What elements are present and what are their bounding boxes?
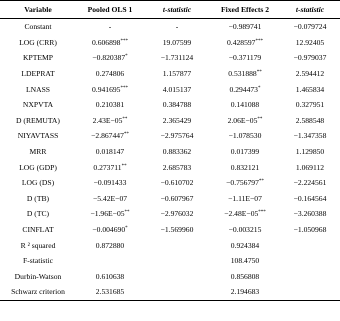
fixed-effects-coefficient-value: 108.4750	[230, 256, 260, 266]
variable-name	[0, 269, 76, 285]
pooled-ols-coefficient-value: −5.42E−07	[92, 193, 128, 203]
pooled-ols-t-statistic-value: −2.976032	[160, 209, 194, 219]
fixed-effects-t-statistic	[280, 97, 340, 113]
pooled-ols-coefficient-value: 2.531685	[95, 287, 125, 297]
pooled-ols-coefficient	[76, 284, 144, 300]
table-row	[0, 222, 340, 238]
fixed-effects-coefficient	[210, 113, 280, 129]
fixed-effects-coefficient	[210, 81, 280, 97]
variable-name-value: D (REMUTA)	[16, 115, 60, 125]
pooled-ols-coefficient-value: −1.96E−05	[90, 209, 125, 219]
variable-name	[0, 113, 76, 129]
pooled-ols-coefficient-value: 0.274806	[95, 69, 125, 79]
variable-name	[0, 66, 76, 82]
variable-name	[0, 237, 76, 253]
fixed-effects-t-statistic-value: −0.979037	[293, 53, 327, 63]
fixed-effects-coefficient	[210, 97, 280, 113]
significance-stars: **	[257, 116, 263, 122]
fixed-effects-coefficient-value: 0.856808	[230, 271, 260, 281]
fixed-effects-coefficient	[210, 237, 280, 253]
pooled-ols-coefficient	[76, 128, 144, 144]
pooled-ols-coefficient	[76, 222, 144, 238]
pooled-ols-coefficient-value: 2.43E−05	[92, 115, 123, 125]
pooled-ols-coefficient	[76, 113, 144, 129]
pooled-ols-coefficient-value: 0.273711	[93, 162, 122, 172]
variable-name-value: KPTEMP	[23, 53, 53, 63]
pooled-ols-coefficient	[76, 35, 144, 51]
fixed-effects-t-statistic	[280, 237, 340, 253]
fixed-effects-coefficient-value: −0.989741	[228, 22, 262, 32]
pooled-ols-coefficient-value: -	[108, 22, 112, 32]
pooled-ols-t-statistic	[144, 253, 210, 269]
pooled-ols-coefficient-value: −0.820387	[92, 53, 126, 63]
variable-name	[0, 222, 76, 238]
table-row	[0, 144, 340, 160]
variable-name	[0, 253, 76, 269]
significance-stars: ***	[255, 38, 263, 44]
fixed-effects-t-statistic-value: 1.069112	[295, 162, 325, 172]
fixed-effects-coefficient	[210, 19, 280, 35]
fixed-effects-t-statistic-value: −1.050968	[293, 225, 327, 235]
pooled-ols-t-statistic	[144, 113, 210, 129]
fixed-effects-coefficient	[210, 66, 280, 82]
fixed-effects-t-statistic-value: 0.327951	[295, 100, 325, 110]
pooled-ols-coefficient	[76, 19, 144, 35]
fixed-effects-t-statistic	[280, 284, 340, 300]
fixed-effects-t-statistic-value: 1.129850	[295, 147, 325, 157]
fixed-effects-coefficient-value: −0.003215	[228, 225, 262, 235]
pooled-ols-t-statistic	[144, 206, 210, 222]
significance-stars: **	[258, 179, 264, 185]
fixed-effects-coefficient	[210, 144, 280, 160]
header-row	[0, 1, 340, 19]
significance-stars: **	[123, 132, 129, 138]
table-row	[0, 19, 340, 35]
table-row	[0, 50, 340, 66]
fixed-effects-t-statistic	[280, 269, 340, 285]
variable-name-value: D (TB)	[26, 193, 50, 203]
pooled-ols-t-statistic-value: 0.384788	[162, 100, 192, 110]
pooled-ols-t-statistic	[144, 222, 210, 238]
variable-name-value: D (TC)	[26, 209, 50, 219]
fixed-effects-coefficient	[210, 50, 280, 66]
fixed-effects-coefficient-value: −1.11E−07	[228, 193, 262, 203]
pooled-ols-t-statistic	[144, 50, 210, 66]
variable-name	[0, 19, 76, 35]
pooled-ols-coefficient	[76, 81, 144, 97]
fixed-effects-t-statistic	[280, 19, 340, 35]
pooled-ols-coefficient	[76, 237, 144, 253]
fixed-effects-t-statistic	[280, 66, 340, 82]
pooled-ols-t-statistic	[144, 269, 210, 285]
significance-stars: ***	[120, 85, 128, 91]
pooled-ols-t-statistic	[144, 66, 210, 82]
fixed-effects-t-statistic	[280, 113, 340, 129]
fixed-effects-t-statistic	[280, 144, 340, 160]
variable-name-value: LOG (GDP)	[19, 162, 57, 172]
header-t-statistic-2: t-statistic	[280, 1, 340, 19]
pooled-ols-t-statistic	[144, 284, 210, 300]
fixed-effects-t-statistic	[280, 35, 340, 51]
variable-name	[0, 35, 76, 51]
table-row	[0, 253, 340, 269]
header-fixed-effects: Fixed Effects 2	[210, 1, 280, 19]
pooled-ols-t-statistic	[144, 144, 210, 160]
table-row	[0, 159, 340, 175]
pooled-ols-t-statistic	[144, 191, 210, 207]
significance-stars: *	[125, 54, 128, 60]
pooled-ols-t-statistic	[144, 175, 210, 191]
fixed-effects-coefficient	[210, 159, 280, 175]
variable-name	[0, 284, 76, 300]
pooled-ols-coefficient-value: −0.004690	[92, 225, 126, 235]
pooled-ols-coefficient-value: 0.018147	[95, 147, 125, 157]
table-header	[0, 1, 340, 19]
fixed-effects-t-statistic	[280, 253, 340, 269]
fixed-effects-coefficient	[210, 191, 280, 207]
header-variable: Variable	[0, 1, 76, 19]
fixed-effects-t-statistic	[280, 159, 340, 175]
pooled-ols-t-statistic-value: 19.07599	[162, 37, 192, 47]
pooled-ols-coefficient	[76, 191, 144, 207]
variable-name-value: LNASS	[25, 84, 51, 94]
pooled-ols-coefficient-value: −0.091433	[93, 178, 127, 188]
variable-name	[0, 97, 76, 113]
table-body	[0, 19, 340, 301]
table-row	[0, 175, 340, 191]
pooled-ols-coefficient	[76, 97, 144, 113]
fixed-effects-coefficient-value: 0.531888	[228, 69, 257, 79]
fixed-effects-coefficient	[210, 128, 280, 144]
table-row	[0, 191, 340, 207]
variable-name	[0, 144, 76, 160]
table-row	[0, 35, 340, 51]
variable-name-value: MRR	[29, 147, 47, 157]
fixed-effects-coefficient-value: 0.141088	[230, 100, 260, 110]
pooled-ols-coefficient-value: 0.872880	[95, 240, 125, 250]
pooled-ols-coefficient	[76, 269, 144, 285]
fixed-effects-t-statistic-value: −3.260388	[293, 209, 327, 219]
significance-stars: **	[256, 70, 262, 76]
pooled-ols-t-statistic	[144, 81, 210, 97]
pooled-ols-coefficient-value: 0.941695	[92, 84, 121, 94]
fixed-effects-coefficient-value: 0.294473	[229, 84, 258, 94]
pooled-ols-t-statistic	[144, 237, 210, 253]
fixed-effects-coefficient	[210, 175, 280, 191]
pooled-ols-t-statistic	[144, 19, 210, 35]
header-pooled-ols: Pooled OLS 1	[76, 1, 144, 19]
table-row	[0, 237, 340, 253]
variable-name-value: LDEPRAT	[21, 69, 55, 79]
significance-stars: ***	[258, 210, 266, 216]
fixed-effects-t-statistic-value: 12.92405	[295, 37, 325, 47]
variable-name-value: Durbin-Watson	[14, 271, 62, 281]
fixed-effects-coefficient-value: 0.924384	[230, 240, 260, 250]
variable-name	[0, 50, 76, 66]
fixed-effects-coefficient-value: −1.078530	[228, 131, 262, 141]
pooled-ols-t-statistic-value: 4.015137	[162, 84, 192, 94]
pooled-ols-coefficient	[76, 50, 144, 66]
pooled-ols-coefficient	[76, 253, 144, 269]
fixed-effects-coefficient-value: −0.756797	[226, 178, 259, 188]
fixed-effects-t-statistic-value: 1.465834	[295, 84, 325, 94]
pooled-ols-coefficient-value: 0.606898	[92, 37, 121, 47]
fixed-effects-coefficient-value: −2.48E−05	[224, 209, 259, 219]
fixed-effects-t-statistic-value: −0.079724	[293, 22, 327, 32]
table-row	[0, 284, 340, 300]
significance-stars: *	[257, 85, 261, 91]
variable-name	[0, 159, 76, 175]
pooled-ols-coefficient-value: −2.867447	[91, 131, 124, 141]
variable-name-value: LOG (CRR)	[19, 37, 57, 47]
variable-name-value: Schwarz criterion	[11, 287, 65, 297]
table-row	[0, 81, 340, 97]
fixed-effects-t-statistic	[280, 191, 340, 207]
table-row	[0, 206, 340, 222]
pooled-ols-t-statistic	[144, 128, 210, 144]
fixed-effects-t-statistic	[280, 206, 340, 222]
fixed-effects-coefficient	[210, 222, 280, 238]
pooled-ols-t-statistic-value: 0.883362	[162, 147, 192, 157]
header-t-statistic-1: t-statistic	[144, 1, 210, 19]
pooled-ols-coefficient-value: 0.210381	[95, 100, 125, 110]
pooled-ols-t-statistic-value: 2.365429	[162, 115, 192, 125]
significance-stars: ***	[120, 38, 128, 44]
table-row	[0, 66, 340, 82]
fixed-effects-t-statistic	[280, 175, 340, 191]
fixed-effects-coefficient-value: 0.428597	[227, 37, 256, 47]
variable-name	[0, 81, 76, 97]
pooled-ols-t-statistic-value: -	[175, 22, 179, 32]
pooled-ols-t-statistic-value: −2.975764	[160, 131, 194, 141]
pooled-ols-t-statistic-value: 2.685783	[162, 162, 192, 172]
variable-name-value: R ² squared	[20, 240, 56, 250]
variable-name-value: Constant	[24, 22, 52, 32]
variable-name	[0, 128, 76, 144]
table-row	[0, 269, 340, 285]
variable-name	[0, 206, 76, 222]
pooled-ols-t-statistic-value: −0.607967	[160, 193, 194, 203]
pooled-ols-t-statistic-value: −1.569960	[160, 225, 194, 235]
variable-name	[0, 191, 76, 207]
pooled-ols-t-statistic-value: −1.731124	[160, 53, 194, 63]
fixed-effects-t-statistic-value: 2.594412	[295, 69, 325, 79]
fixed-effects-coefficient	[210, 35, 280, 51]
pooled-ols-t-statistic-value: 1.157877	[162, 69, 192, 79]
pooled-ols-t-statistic	[144, 97, 210, 113]
pooled-ols-coefficient	[76, 144, 144, 160]
significance-stars: **	[124, 210, 130, 216]
fixed-effects-coefficient-value: 2.06E−05	[227, 115, 258, 125]
fixed-effects-t-statistic	[280, 222, 340, 238]
pooled-ols-coefficient	[76, 206, 144, 222]
fixed-effects-t-statistic-value: −0.164564	[293, 193, 327, 203]
table-row	[0, 128, 340, 144]
variable-name-value: NIYAVTASS	[17, 131, 59, 141]
pooled-ols-t-statistic	[144, 35, 210, 51]
pooled-ols-coefficient	[76, 159, 144, 175]
fixed-effects-coefficient	[210, 284, 280, 300]
variable-name-value: LOG (DS)	[21, 178, 55, 188]
pooled-ols-coefficient	[76, 66, 144, 82]
pooled-ols-coefficient	[76, 175, 144, 191]
fixed-effects-t-statistic	[280, 50, 340, 66]
variable-name-value: F-statistic	[23, 256, 53, 266]
fixed-effects-coefficient-value: 2.194683	[230, 287, 260, 297]
fixed-effects-coefficient-value: −0.371179	[228, 53, 262, 63]
pooled-ols-coefficient-value: 0.610638	[95, 271, 125, 281]
fixed-effects-coefficient-value: 0.832121	[230, 162, 260, 172]
fixed-effects-coefficient	[210, 269, 280, 285]
fixed-effects-t-statistic-value: −2.224561	[293, 178, 327, 188]
significance-stars: *	[125, 226, 128, 232]
fixed-effects-t-statistic-value: 2.588548	[295, 115, 325, 125]
pooled-ols-t-statistic-value: −0.610702	[160, 178, 194, 188]
significance-stars: **	[122, 116, 128, 122]
variable-name	[0, 175, 76, 191]
pooled-ols-t-statistic	[144, 159, 210, 175]
fixed-effects-t-statistic-value: −1.347358	[293, 131, 327, 141]
fixed-effects-coefficient-value: 0.017399	[230, 147, 260, 157]
fixed-effects-coefficient	[210, 206, 280, 222]
fixed-effects-t-statistic	[280, 81, 340, 97]
significance-stars: **	[121, 163, 127, 169]
table-row	[0, 113, 340, 129]
fixed-effects-coefficient	[210, 253, 280, 269]
variable-name-value: CINFLAT	[22, 225, 54, 235]
variable-name-value: NXPVTA	[22, 100, 54, 110]
table-row	[0, 97, 340, 113]
fixed-effects-t-statistic	[280, 128, 340, 144]
